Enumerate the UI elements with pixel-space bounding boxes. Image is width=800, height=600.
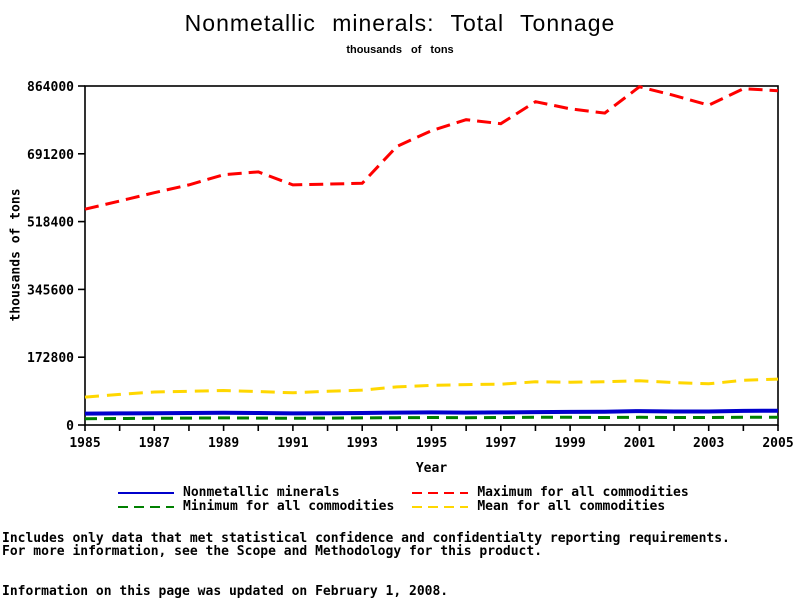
y-tick-label: 172800 — [27, 351, 74, 367]
series-line-maximum-for-all-commodities — [85, 87, 778, 209]
legend — [118, 486, 689, 513]
legend-line-dashed-yellow — [412, 506, 468, 508]
legend-line-dashed-red — [412, 492, 468, 494]
legend-item-mean — [412, 500, 688, 513]
x-tick-label: 2005 — [762, 436, 794, 451]
chart-title: Nonmetallic minerals: Total Tonnage — [184, 10, 616, 36]
legend-item-maximum — [412, 486, 688, 499]
x-tick-label: 1997 — [485, 436, 517, 451]
legend-item-nonmetallic — [118, 486, 394, 499]
y-axis-title: thousands of tons — [8, 188, 24, 322]
footnote-methodology: For more information, see the Scope and Methodology for this product. — [2, 544, 543, 559]
x-tick-label: 1993 — [346, 436, 378, 451]
series-line-nonmetallic-minerals — [85, 411, 778, 414]
footnote-updated: Information on this page was updated on February 1, 2008. — [2, 584, 449, 599]
y-tick-label: 345600 — [27, 283, 74, 299]
x-tick-label: 1995 — [415, 436, 448, 451]
legend-column-left — [118, 486, 394, 513]
legend-label: Nonmetallic minerals — [183, 485, 340, 500]
legend-line-solid-blue — [118, 492, 174, 494]
y-tick-label: 691200 — [27, 147, 74, 163]
x-tick-label: 2003 — [693, 436, 725, 451]
x-axis-title: Year — [415, 461, 448, 476]
y-tick-label: 864000 — [27, 80, 74, 95]
legend-label: Mean for all commodities — [477, 499, 666, 514]
x-tick-label: 1987 — [138, 436, 170, 451]
legend-item-minimum — [118, 500, 394, 513]
chart-subtitle: thousands of tons — [346, 44, 454, 56]
y-tick-label: 518400 — [27, 215, 74, 231]
x-tick-label: 1991 — [277, 436, 309, 451]
plot-frame — [85, 86, 778, 425]
series-line-minimum-for-all-commodities — [85, 417, 778, 419]
x-tick-label: 1989 — [207, 436, 240, 451]
x-tick-label: 1985 — [69, 436, 101, 451]
legend-label: Maximum for all commodities — [477, 485, 689, 500]
legend-label: Minimum for all commodities — [183, 499, 395, 514]
legend-line-dashed-green — [118, 506, 174, 508]
x-tick-label: 2001 — [623, 436, 656, 451]
series-line-mean-for-all-commodities — [85, 379, 778, 397]
footnote-confidence: Includes only data that met statistical confidence and confidentialty reporting requirements. — [2, 531, 730, 546]
legend-column-right — [412, 486, 688, 513]
y-tick-label: 0 — [66, 419, 74, 434]
x-tick-label: 1999 — [554, 436, 586, 451]
